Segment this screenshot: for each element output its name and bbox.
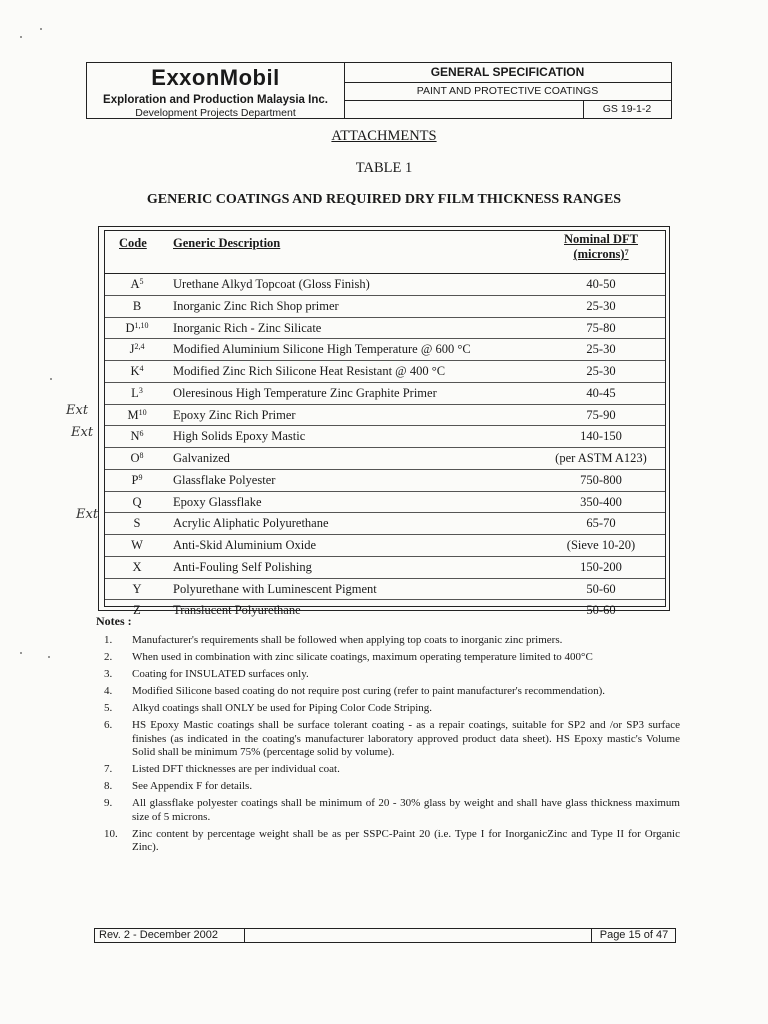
row-code-letter: S (133, 516, 141, 531)
table-row (105, 405, 665, 427)
handwritten-mark-s: Ext (76, 507, 99, 522)
table-row (105, 535, 665, 557)
note-text: When used in combination with zinc silicate coatings, maximum operating temperature limited to 400°C (132, 651, 593, 663)
document-header (86, 62, 672, 119)
attachments-heading: ATTACHMENTS (331, 128, 437, 144)
table-row (105, 492, 665, 514)
handwritten-mark-n: Ext (71, 425, 94, 440)
row-code (105, 492, 169, 512)
row-code-sup: 1,10 (134, 320, 149, 330)
spec-subtitle: PAINT AND PROTECTIVE COATINGS (344, 82, 671, 101)
row-dft: 75-80 (586, 320, 616, 335)
note-number: 1. (104, 634, 113, 646)
header-dft-sup: 7 (624, 248, 629, 257)
row-code-sup: 2,4 (134, 342, 145, 352)
table-body (105, 274, 665, 621)
note-item (104, 828, 680, 855)
row-dft: 25-30 (586, 364, 616, 378)
table-header (105, 231, 665, 274)
row-code (105, 296, 169, 316)
row-description: Oleresinous High Temperature Zinc Graphite Primer (173, 385, 437, 400)
header-dft (525, 232, 677, 262)
note-number: 4. (104, 685, 113, 697)
row-code (105, 318, 169, 338)
header-dft-line1: Nominal DFT (564, 232, 638, 246)
row-code-letter: O (130, 451, 140, 465)
row-dft: 40-45 (586, 385, 616, 400)
table-row (105, 600, 665, 621)
table-row (105, 361, 665, 383)
table-title: GENERIC COATINGS AND REQUIRED DRY FILM THICKNESS RANGES (146, 192, 622, 207)
table-row (105, 426, 665, 448)
row-dft: 140-150 (580, 429, 622, 444)
note-item (104, 719, 680, 760)
row-code-letter: L (131, 385, 139, 400)
note-number: 7. (104, 763, 113, 775)
note-number: 9. (104, 797, 113, 809)
row-code-letter: M (127, 407, 139, 422)
row-dft: 150-200 (580, 559, 622, 574)
scan-speck (20, 36, 22, 38)
note-item (104, 763, 680, 777)
note-item (104, 685, 680, 699)
row-code-sup: 4 (139, 364, 144, 373)
row-description: Epoxy Glassflake (173, 494, 262, 509)
revision-label: Rev. 2 - December 2002 (95, 929, 245, 942)
note-number: 5. (104, 702, 113, 714)
row-code (105, 579, 169, 599)
row-code-letter: N (130, 429, 140, 444)
table-row (105, 579, 665, 601)
row-description: Epoxy Zinc Rich Primer (173, 407, 296, 422)
table-row (105, 296, 665, 318)
notes-title: Notes : (96, 614, 132, 628)
row-description: Translucent Polyurethane (173, 603, 301, 618)
row-description: High Solids Epoxy Mastic (173, 429, 306, 444)
row-code (105, 426, 169, 446)
table-row (105, 318, 665, 340)
note-text: Modified Silicone based coating do not require post curing (refer to paint manufacturer's recommendation). (132, 685, 605, 697)
note-number: 3. (104, 668, 113, 680)
row-dft: 50-60 (586, 603, 616, 618)
row-dft: 75-90 (586, 407, 616, 422)
row-code-sup: 10 (138, 407, 147, 417)
row-code-letter: Z (133, 603, 141, 618)
note-number: 10. (104, 827, 118, 840)
row-dft: (Sieve 10-20) (566, 538, 636, 552)
company-name: Exploration and Production Malaysia Inc. (103, 94, 328, 106)
note-item (104, 702, 680, 716)
row-code-letter: K (130, 364, 140, 378)
row-dft: 50-60 (586, 581, 616, 596)
row-code (105, 383, 169, 403)
note-item (104, 780, 680, 794)
note-number: 8. (104, 780, 113, 792)
note-text: Manufacturer's requirements shall be followed when applying top coats to inorganic zinc primers. (132, 634, 563, 646)
row-description: Anti-Skid Aluminium Oxide (173, 538, 317, 552)
row-code (105, 513, 169, 533)
table-row (105, 470, 665, 492)
row-code-letter: J (129, 342, 135, 357)
table-row (105, 339, 665, 361)
scan-speck (50, 378, 52, 380)
table-number: TABLE 1 (355, 160, 413, 176)
row-description: Anti-Fouling Self Polishing (173, 559, 312, 574)
row-code-letter: Q (132, 494, 142, 509)
row-description: Modified Aluminium Silicone High Temperature @ 600 °C (173, 342, 471, 357)
note-text: HS Epoxy Mastic coatings shall be surface tolerant coating - as a repair coatings, suitable for SP2 and /or SP3 surface finishes (as indicated in the coating's manufacturer laboratory approved product data sheet). HS Epoxy mastic's Volume Solid shall be minimum 75% (percentage solid by volume). (132, 719, 680, 758)
table-row (105, 513, 665, 535)
spec-blank-cell (344, 100, 584, 118)
row-code-letter: A (130, 277, 140, 291)
note-text: Alkyd coatings shall ONLY be used for Piping Color Code Striping. (132, 702, 433, 714)
spec-code: GS 19-1-2 (602, 103, 652, 115)
row-description: Acrylic Aliphatic Polyurethane (173, 516, 329, 531)
row-code-sup: 9 (138, 472, 143, 482)
row-code (105, 448, 169, 468)
row-code (105, 535, 169, 555)
row-code-letter: Y (132, 581, 142, 596)
row-description: Glassflake Polyester (173, 472, 276, 487)
row-dft: 65-70 (586, 516, 616, 531)
page-number: Page 15 of 47 (591, 929, 676, 942)
row-code (105, 470, 169, 490)
row-code-letter: W (131, 538, 143, 552)
company-block (87, 63, 345, 118)
department-name: Development Projects Department (135, 107, 296, 119)
row-code-sup: 8 (139, 451, 144, 460)
row-code-sup: 6 (139, 429, 144, 439)
header-description: Generic Description (173, 236, 281, 250)
row-code (105, 557, 169, 577)
note-item (104, 634, 680, 648)
row-code-letter: P (131, 472, 139, 487)
notes-list (104, 634, 680, 858)
row-description: Inorganic Rich - Zinc Silicate (173, 320, 322, 335)
row-code (105, 405, 169, 425)
note-text: Zinc content by percentage weight shall be as per SSPC-Paint 20 (i.e. Type I for InorganicZinc and Type II for Organic Zinc). (132, 827, 680, 853)
row-description: Modified Zinc Rich Silicone Heat Resistant @ 400 °C (173, 364, 446, 378)
row-description: Urethane Alkyd Topcoat (Gloss Finish) (173, 277, 370, 291)
spec-title: GENERAL SPECIFICATION (344, 63, 671, 83)
row-code (105, 274, 169, 294)
note-item (104, 797, 680, 824)
table-row (105, 557, 665, 579)
table-row (105, 448, 665, 470)
row-dft: 40-50 (586, 277, 616, 291)
document-footer (94, 928, 676, 943)
row-code (105, 339, 169, 359)
row-code-sup: 3 (138, 385, 143, 395)
note-item (104, 651, 680, 665)
row-dft: 25-30 (586, 342, 616, 357)
note-number: 2. (104, 651, 113, 663)
table-row (105, 383, 665, 405)
row-description: Inorganic Zinc Rich Shop primer (173, 298, 339, 313)
scan-speck (20, 652, 22, 654)
row-description: Galvanized (173, 451, 230, 465)
note-text: All glassflake polyester coatings shall be minimum of 20 - 30% glass by weight and shall have glass thickness maximum size of 5 microns. (132, 797, 680, 823)
row-dft: 25-30 (586, 298, 616, 313)
scan-speck (48, 656, 50, 658)
note-text: See Appendix F for details. (132, 780, 253, 792)
row-code-letter: B (132, 298, 142, 313)
row-dft: 350-400 (580, 494, 622, 509)
header-code: Code (119, 236, 147, 250)
note-text: Listed DFT thicknesses are per individual coat. (132, 763, 340, 775)
scan-speck (40, 28, 42, 30)
row-code-letter: X (132, 559, 142, 574)
note-text: Coating for INSULATED surfaces only. (132, 668, 309, 680)
row-description: Polyurethane with Luminescent Pigment (173, 581, 377, 596)
note-number: 6. (104, 719, 113, 731)
header-dft-line2: (microns) (573, 247, 625, 261)
row-dft: (per ASTM A123) (555, 451, 647, 465)
note-item (104, 668, 680, 682)
row-dft: 750-800 (580, 472, 622, 487)
table-row (105, 274, 665, 296)
handwritten-mark-m: Ext (66, 403, 89, 418)
exxonmobil-logo: ExxonMobil (151, 65, 280, 90)
row-code-letter: D (125, 320, 135, 335)
row-code (105, 361, 169, 381)
coatings-table (104, 230, 666, 618)
row-code-sup: 5 (139, 277, 144, 286)
